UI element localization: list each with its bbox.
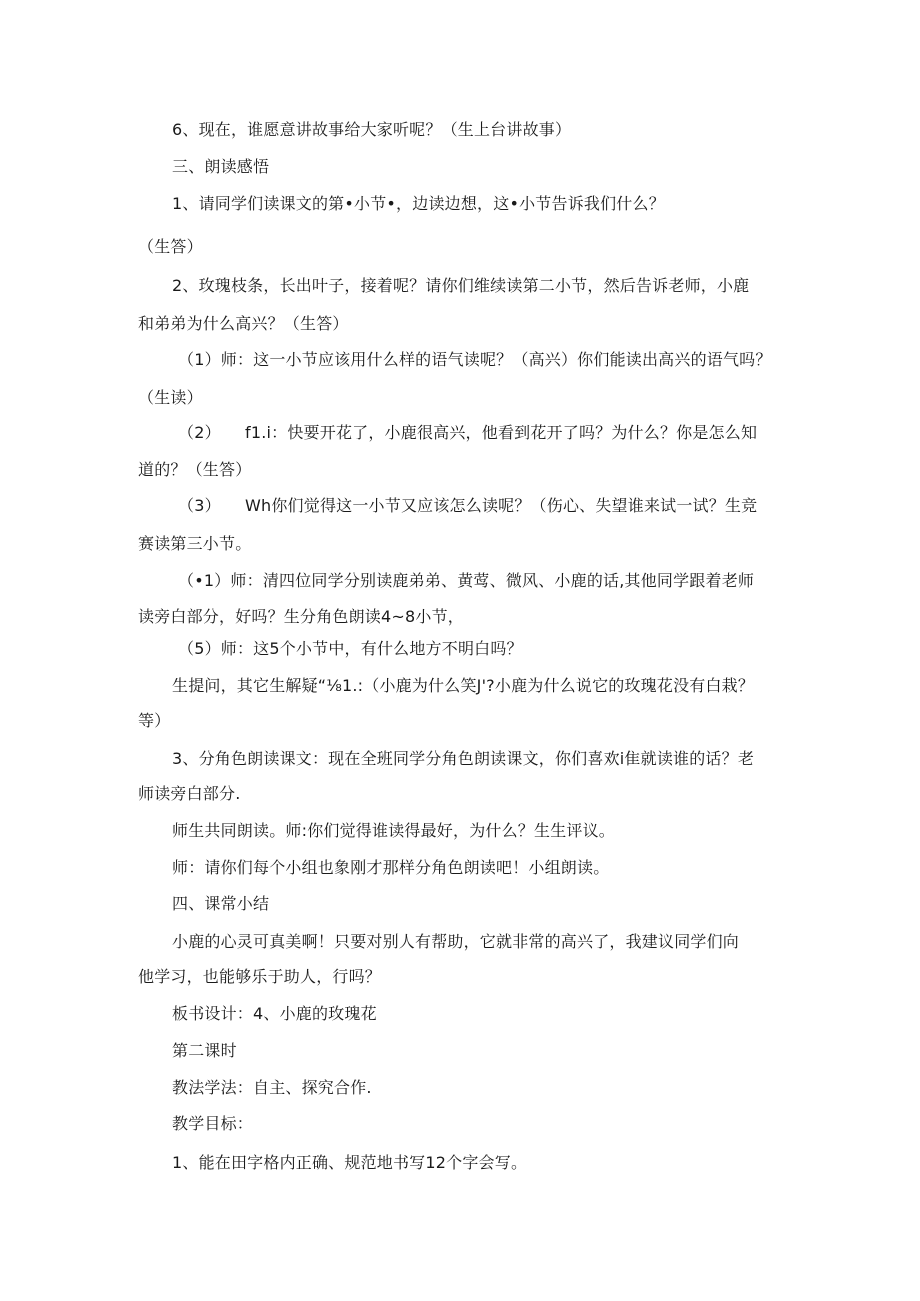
text-line: （•1）师：清四位同学分别读鹿弟弟、黄莺、微风、小鹿的话,其他同学跟着老师 xyxy=(178,571,755,590)
text-line: （生读） xyxy=(138,388,203,407)
text-line: 等） xyxy=(138,711,171,730)
list-marker: （3） xyxy=(178,496,221,515)
text-line: 板书设计：4、小鹿的玫瑰花 xyxy=(172,1004,377,1023)
text-line: 师生共同朗读。师:你们觉得谁读得最好，为什么？生生评议。 xyxy=(172,821,615,840)
text-line: 和弟弟为什么高兴？（生答） xyxy=(138,314,349,333)
section-heading: 四、课常小结 xyxy=(172,894,270,913)
text-line: 小鹿的心灵可真美啊！只要对别人有帮助，它就非常的高兴了，我建议同学们向 xyxy=(172,932,740,951)
text-line: 师读旁白部分. xyxy=(138,784,241,803)
text-line: （1）师：这一小节应该用什么样的语气读呢？（高兴）你们能读出高兴的语气吗？ xyxy=(178,350,772,369)
section-heading: 第二课时 xyxy=(172,1041,237,1060)
text-line: 道的？（生答） xyxy=(138,460,252,479)
section-heading: 三、朗读感悟 xyxy=(172,157,270,176)
text-line: 6、现在，谁愿意讲故事给大家听呢？（生上台讲故事） xyxy=(172,120,572,139)
text-line: 1、请同学们读课文的第•小节•，边读边想，这•小节告诉我们什么？ xyxy=(172,194,665,213)
text-line: 师：请你们每个小组也象刚才那样分角色朗读吧！小组朗读。 xyxy=(172,858,610,877)
text-line: f1.i：快要开花了，小鹿很高兴，他看到花开了吗？为什么？你是怎么知 xyxy=(245,423,758,442)
text-line: 赛读第三小节。 xyxy=(138,534,252,553)
list-marker: （2） xyxy=(178,423,221,442)
text-line: 读旁白部分，好吗？生分角色朗读4~8小节， xyxy=(138,607,464,626)
text-line: 生提问，其它生解疑“⅛1.:（小鹿为什么笑J'?小鹿为什么说它的玫瑰花没有白栽？ xyxy=(172,676,755,695)
text-line: 1、能在田字格内正确、规范地书写12个字会写。 xyxy=(172,1153,528,1172)
text-line: （生答） xyxy=(138,237,203,256)
text-line: Wh你们觉得这一小节又应该怎么读呢？（伤心、失望谁来试一试？生竞 xyxy=(245,496,758,515)
text-line: （5）师：这5个小节中，有什么地方不明白吗？ xyxy=(178,639,523,658)
text-line: 他学习，也能够乐于助人，行吗？ xyxy=(138,967,382,986)
text-line: 教学目标： xyxy=(172,1114,254,1133)
text-line: 3、分角色朗读课文：现在全班同学分角色朗读课文，你们喜欢i隹就读谁的话？老 xyxy=(172,749,755,768)
text-line: 2、玫瑰枝条，长出叶子，接着呢？请你们维续读第二小节，然后告诉老师，小鹿 xyxy=(172,276,750,295)
text-line: 教法学法：自主、探究合作. xyxy=(172,1078,372,1097)
